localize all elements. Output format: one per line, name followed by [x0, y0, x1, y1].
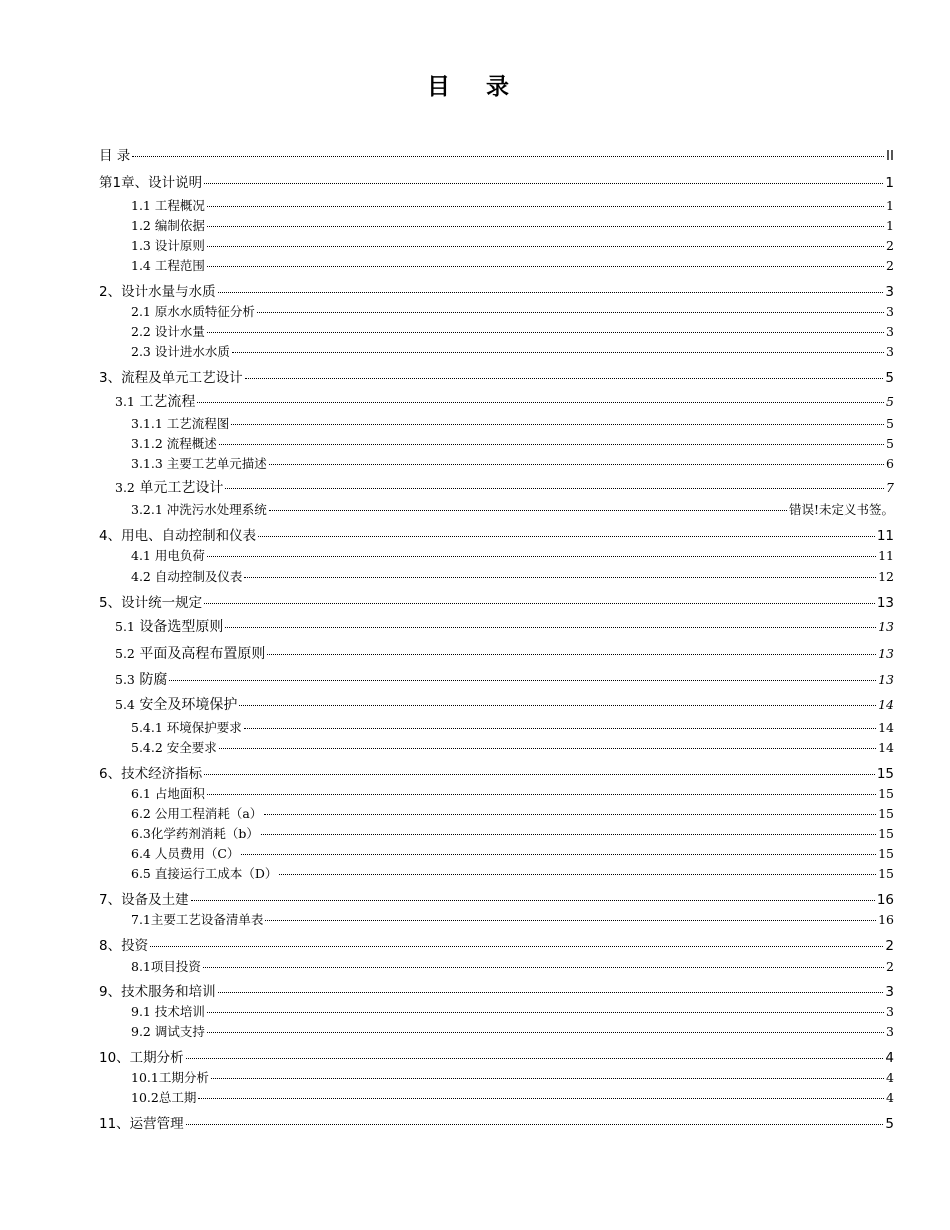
toc-entry[interactable]	[131, 957, 894, 975]
dot-leader	[198, 1098, 884, 1099]
dot-leader	[264, 814, 876, 815]
toc-page-number: 3	[886, 344, 894, 359]
toc-entry-label: 5、设计统一规定	[99, 595, 203, 611]
toc-entry-label: 5.4.1 环境保护要求	[131, 720, 242, 735]
toc-page-number: 15	[878, 806, 894, 821]
dot-leader	[207, 266, 884, 267]
section-title: 平面及高程布置原则	[139, 646, 266, 662]
toc-page-number: 3	[886, 1004, 894, 1019]
dot-leader	[207, 1032, 884, 1033]
section-number: 5.2	[115, 646, 135, 661]
toc-entry[interactable]	[131, 500, 894, 518]
toc-entry[interactable]	[115, 616, 894, 636]
toc-page-number: 1	[886, 218, 894, 233]
toc-entry[interactable]	[131, 738, 894, 756]
toc-entry[interactable]	[131, 302, 894, 320]
toc-entry-label: 1.2 编制依据	[131, 218, 205, 233]
toc-entry-label: 9.1 技术培训	[131, 1004, 205, 1019]
toc-page-number: 5	[885, 370, 894, 386]
toc-entry[interactable]	[115, 643, 894, 663]
toc-entry-label: 6.4 人员费用（C）	[131, 846, 240, 861]
toc-page-number: 2	[885, 938, 894, 954]
dot-leader	[231, 424, 884, 425]
toc-entry-label: 7.1主要工艺设备清单表	[131, 912, 264, 927]
dot-leader	[132, 156, 884, 157]
toc-page-number: 7	[886, 480, 894, 495]
toc-entry[interactable]	[99, 934, 894, 954]
toc-entry-label: 3.2.1 冲洗污水处理系统	[131, 502, 267, 517]
toc-entry-label: 3、流程及单元工艺设计	[99, 370, 243, 386]
dot-leader	[239, 705, 876, 706]
dot-leader	[241, 854, 876, 855]
dot-leader	[169, 680, 876, 681]
toc-entry[interactable]	[115, 477, 894, 497]
toc-entry[interactable]	[131, 236, 894, 254]
toc-page-number: 4	[886, 1090, 894, 1105]
toc-entry[interactable]	[131, 454, 894, 472]
toc-entry[interactable]	[99, 980, 894, 1000]
section-title: 安全及环境保护	[139, 697, 238, 713]
toc-entry[interactable]	[99, 1112, 894, 1132]
toc-entry-label: 2.3 设计进水水质	[131, 344, 230, 359]
toc-entry[interactable]	[115, 669, 894, 689]
toc-entry[interactable]	[115, 391, 894, 411]
toc-page-number: 2	[886, 258, 894, 273]
toc-entry[interactable]	[131, 1022, 894, 1040]
toc-page-number: 14	[878, 697, 894, 712]
dot-leader	[219, 748, 876, 749]
toc-entry[interactable]	[131, 414, 894, 432]
toc-entry-label: 6.2 公用工程消耗（a）	[131, 806, 263, 821]
dot-leader	[257, 312, 884, 313]
toc-page-number: 1	[886, 198, 894, 213]
dot-leader	[218, 292, 884, 293]
toc-entry-label	[115, 477, 223, 497]
toc-page-number: 15	[876, 766, 894, 782]
toc-page-number: 3	[886, 304, 894, 319]
dot-leader	[150, 946, 883, 947]
toc-entry[interactable]	[99, 524, 894, 544]
toc-entry-label: 6.3化学药剂消耗（b）	[131, 826, 259, 841]
toc-entry-label: 9、技术服务和培训	[99, 984, 216, 1000]
dot-leader	[186, 1058, 884, 1059]
toc-entry-label: 11、运营管理	[99, 1116, 184, 1132]
dot-leader	[244, 728, 876, 729]
toc-entry[interactable]	[115, 694, 894, 714]
dot-leader	[207, 246, 884, 247]
toc-page-number: 16	[876, 892, 894, 908]
toc-page-number: 5	[886, 394, 894, 409]
section-number: 3.2	[115, 480, 135, 495]
toc-entry[interactable]	[131, 434, 894, 452]
section-number: 5.3	[115, 672, 135, 687]
section-number: 3.1	[115, 394, 135, 409]
toc-entry[interactable]	[131, 844, 894, 862]
toc-entry-label: 3.1.3 主要工艺单元描述	[131, 456, 267, 471]
toc-entry-label: 5.4.2 安全要求	[131, 740, 217, 755]
toc-entry[interactable]	[99, 591, 894, 611]
toc-page-number: 5	[886, 436, 894, 451]
toc-page-number: 13	[878, 646, 894, 661]
toc-entry-label: 2.1 原水水质特征分析	[131, 304, 255, 319]
toc-page-number: 4	[885, 1050, 894, 1066]
toc-page-number: 2	[886, 238, 894, 253]
dot-leader	[207, 556, 876, 557]
toc-entry-label: 4.1 用电负荷	[131, 548, 205, 563]
section-number: 5.1	[115, 619, 135, 634]
toc-entry-label: 10、工期分析	[99, 1050, 184, 1066]
toc-page-number: 13	[876, 595, 894, 611]
toc-entry-label: 6.1 占地面积	[131, 786, 205, 801]
toc-entry-label: 1.4 工程范围	[131, 258, 205, 273]
dot-leader	[207, 226, 884, 227]
toc-entry-label: 8.1项目投资	[131, 959, 201, 974]
toc-entry[interactable]	[131, 216, 894, 234]
dot-leader	[225, 488, 884, 489]
toc-entry[interactable]	[99, 144, 894, 164]
toc-page-number: 14	[878, 740, 894, 755]
toc-entry[interactable]	[131, 718, 894, 736]
toc-entry[interactable]	[131, 864, 894, 882]
section-title: 设备选型原则	[139, 619, 224, 635]
toc-page-number: 4	[886, 1070, 894, 1085]
toc-entry[interactable]	[99, 762, 894, 782]
section-title: 工艺流程	[139, 394, 196, 410]
toc-entry-label: 9.2 调试支持	[131, 1024, 205, 1039]
toc-page-number: 3	[885, 984, 894, 1000]
dot-leader	[261, 834, 876, 835]
toc-entry-label: 1.1 工程概况	[131, 198, 205, 213]
toc-page-number: 11	[878, 548, 894, 563]
toc-page-number: 13	[878, 672, 894, 687]
toc-entry[interactable]	[131, 1002, 894, 1020]
toc-entry[interactable]	[131, 824, 894, 842]
dot-leader	[232, 352, 884, 353]
toc-entry[interactable]	[131, 1068, 894, 1086]
toc-entry[interactable]	[131, 342, 894, 360]
toc-entry-label: 4.2 自动控制及仪表	[131, 569, 243, 584]
toc-entry-label: 3.1.2 流程概述	[131, 436, 217, 451]
toc-entry-label	[115, 616, 223, 636]
dot-leader	[244, 577, 876, 578]
section-title: 单元工艺设计	[139, 480, 224, 496]
toc-entry[interactable]	[131, 196, 894, 214]
toc-entry-label: 10.2总工期	[131, 1090, 197, 1105]
dot-leader	[269, 510, 787, 511]
toc-page-number: 5	[886, 416, 894, 431]
toc-entry-label	[115, 669, 167, 689]
toc-entry-label: 7、设备及土建	[99, 892, 189, 908]
toc-entry-label	[115, 391, 195, 411]
dot-leader	[204, 603, 875, 604]
dot-leader	[218, 992, 884, 993]
toc-entry[interactable]	[99, 366, 894, 386]
toc-entry[interactable]	[131, 546, 894, 564]
dot-leader	[267, 654, 876, 655]
dot-leader	[265, 920, 876, 921]
dot-leader	[204, 183, 883, 184]
toc-entry[interactable]	[99, 888, 894, 908]
toc-page-number: 15	[878, 786, 894, 801]
toc-page-number: 11	[876, 528, 894, 544]
dot-leader	[197, 402, 884, 403]
dot-leader	[186, 1124, 884, 1125]
toc-page-number: 3	[886, 1024, 894, 1039]
dot-leader	[203, 967, 884, 968]
toc-page-number: 3	[885, 284, 894, 300]
dot-leader	[225, 627, 876, 628]
dot-leader	[207, 1012, 884, 1013]
toc-error-note: 错误!未定义书签。	[788, 502, 894, 517]
toc-page-number: 5	[885, 1116, 894, 1132]
dot-leader	[207, 206, 884, 207]
dot-leader	[191, 900, 875, 901]
dot-leader	[204, 774, 875, 775]
toc-page-number: 12	[878, 569, 894, 584]
toc-page-number: 13	[878, 619, 894, 634]
dot-leader	[211, 1078, 884, 1079]
toc-page-number: 3	[886, 324, 894, 339]
toc-page-number: 15	[878, 866, 894, 881]
toc-entry-label: 10.1工期分析	[131, 1070, 209, 1085]
toc-page-number: 15	[878, 826, 894, 841]
dot-leader	[258, 536, 875, 537]
dot-leader	[207, 332, 884, 333]
toc-entry[interactable]	[99, 280, 894, 300]
toc-entry-label: 2、设计水量与水质	[99, 284, 216, 300]
toc-entry-label	[115, 694, 237, 714]
toc-entry[interactable]	[131, 784, 894, 802]
toc-entry-label: 6.5 直接运行工成本（D）	[131, 866, 278, 881]
dot-leader	[245, 378, 884, 379]
toc-entry[interactable]	[99, 1046, 894, 1066]
toc-page-number: 2	[886, 959, 894, 974]
toc-entry-label: 目 录	[99, 148, 131, 164]
toc-entry-label: 1.3 设计原则	[131, 238, 205, 253]
toc-page-number: II	[886, 148, 894, 164]
dot-leader	[207, 794, 876, 795]
toc-entry[interactable]	[131, 804, 894, 822]
dot-leader	[269, 464, 884, 465]
toc-page-number: 6	[886, 456, 894, 471]
page-title: 目 录	[426, 74, 523, 100]
toc-entry[interactable]	[131, 256, 894, 274]
section-title: 防腐	[139, 672, 168, 688]
toc-page-number: 14	[878, 720, 894, 735]
toc-entry[interactable]	[131, 1088, 894, 1106]
toc-entry[interactable]	[99, 171, 894, 191]
toc-entry[interactable]	[131, 322, 894, 340]
toc-entry[interactable]	[131, 567, 894, 585]
toc-entry-label: 4、用电、自动控制和仪表	[99, 528, 257, 544]
toc-entry-label: 3.1.1 工艺流程图	[131, 416, 230, 431]
toc-page-number: 1	[885, 175, 894, 191]
toc-entry[interactable]	[131, 910, 894, 928]
dot-leader	[279, 874, 876, 875]
toc-entry-label: 2.2 设计水量	[131, 324, 205, 339]
section-number: 5.4	[115, 697, 135, 712]
toc-page-number: 16	[878, 912, 894, 927]
toc-entry-label: 第1章、设计说明	[99, 175, 203, 191]
toc-entry-label: 6、技术经济指标	[99, 766, 203, 782]
toc-entry-label: 8、投资	[99, 938, 149, 954]
toc-page-number: 15	[878, 846, 894, 861]
toc-entry-label	[115, 643, 265, 663]
dot-leader	[219, 444, 884, 445]
